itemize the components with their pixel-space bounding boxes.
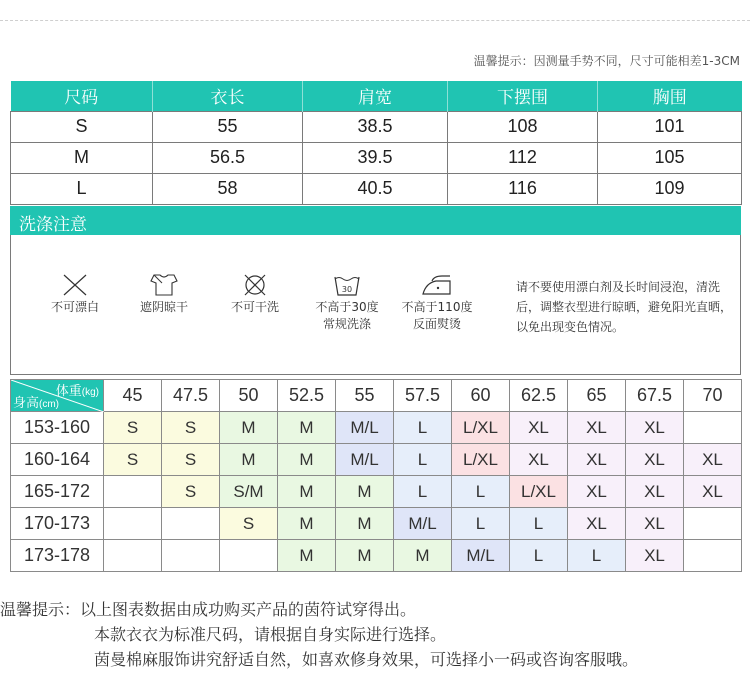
size-cell: M <box>278 476 336 508</box>
table-cell: 109 <box>598 173 742 204</box>
wash-note: 请不要使用漂白剂及长时间浸泡，清洗后，调整衣型进行晾晒，避免阳光直晒，以免出现变色情况。 <box>516 280 733 334</box>
height-range: 173-178 <box>11 540 104 572</box>
wash-section-header <box>10 206 741 235</box>
weight-value: 60 <box>452 380 510 412</box>
table-cell: 112 <box>448 142 598 173</box>
no-dry-clean-icon <box>242 273 268 297</box>
size-cell: XL <box>568 444 626 476</box>
table-row <box>11 142 742 173</box>
header-chest: 胸围 <box>598 81 742 111</box>
size-cell: L <box>568 540 626 572</box>
care-label: 反面熨烫 <box>412 317 461 331</box>
size-table-header <box>11 81 742 111</box>
weight-value: 65 <box>568 380 626 412</box>
size-cell: L <box>452 476 510 508</box>
size-cell: XL <box>626 444 684 476</box>
table-cell: 58 <box>153 173 303 204</box>
size-cell: M <box>278 444 336 476</box>
header-size: 尺码 <box>11 81 153 111</box>
size-cell: S <box>220 508 278 540</box>
size-cell: L/XL <box>452 444 510 476</box>
height-range: 160-164 <box>11 444 104 476</box>
top-divider <box>0 20 750 21</box>
tips-line: 温馨提示：以上图表数据由成功购买产品的茵符试穿得出。 <box>0 600 417 619</box>
size-cell: XL <box>684 444 742 476</box>
size-cell <box>104 540 162 572</box>
table-row <box>11 508 742 540</box>
size-cell: L <box>452 508 510 540</box>
size-cell <box>162 540 220 572</box>
height-range: 165-172 <box>11 476 104 508</box>
size-cell: M <box>394 540 452 572</box>
weight-label: 体重(kg) <box>55 383 99 398</box>
size-cell: XL <box>626 508 684 540</box>
size-cell: L <box>394 476 452 508</box>
table-row <box>11 444 742 476</box>
table-cell: 38.5 <box>303 111 448 142</box>
table-cell: 55 <box>153 111 303 142</box>
size-cell: S <box>162 412 220 444</box>
table-row <box>11 173 742 204</box>
size-cell: XL <box>510 412 568 444</box>
care-label: 不可干洗 <box>230 300 279 314</box>
size-cell: XL <box>626 476 684 508</box>
size-cell: M/L <box>336 412 394 444</box>
weight-header-row <box>11 380 742 412</box>
size-cell <box>684 412 742 444</box>
table-cell: 105 <box>598 142 742 173</box>
weight-value: 67.5 <box>626 380 684 412</box>
weight-value: 50 <box>220 380 278 412</box>
header-hem: 下摆围 <box>448 81 598 111</box>
care-no-bleach <box>43 273 107 316</box>
iron-icon <box>420 273 454 297</box>
size-cell: M <box>278 540 336 572</box>
no-bleach-icon <box>62 273 88 297</box>
table-cell: L <box>11 173 153 204</box>
care-label: 常规洗涤 <box>322 317 371 331</box>
corner-header <box>11 380 104 412</box>
weight-value: 45 <box>104 380 162 412</box>
size-cell: XL <box>568 412 626 444</box>
size-cell: L/XL <box>452 412 510 444</box>
care-label: 不可漂白 <box>50 300 99 314</box>
size-cell <box>104 508 162 540</box>
table-cell: 56.5 <box>153 142 303 173</box>
size-cell: XL <box>684 476 742 508</box>
size-cell: S <box>162 444 220 476</box>
wash-title: 洗涤注意 <box>19 215 87 235</box>
size-cell: XL <box>626 412 684 444</box>
weight-value: 70 <box>684 380 742 412</box>
size-table <box>10 81 742 205</box>
size-cell: S <box>162 476 220 508</box>
weight-value: 62.5 <box>510 380 568 412</box>
table-cell: 116 <box>448 173 598 204</box>
size-cell: XL <box>626 540 684 572</box>
size-cell: S/M <box>220 476 278 508</box>
size-cell: XL <box>510 444 568 476</box>
size-cell <box>162 508 220 540</box>
weight-height-table <box>10 379 742 572</box>
wash-30-icon <box>333 273 361 297</box>
table-row <box>11 412 742 444</box>
table-cell: 108 <box>448 111 598 142</box>
height-range: 153-160 <box>11 412 104 444</box>
table-cell: 40.5 <box>303 173 448 204</box>
size-cell: M <box>278 508 336 540</box>
svg-text:30: 30 <box>341 285 353 294</box>
size-cell: M/L <box>452 540 510 572</box>
size-cell <box>104 476 162 508</box>
care-label: 不高于30度 <box>315 300 379 314</box>
height-label: 身高(cm) <box>13 395 60 410</box>
size-cell: M <box>336 540 394 572</box>
table-row <box>11 111 742 142</box>
table-row <box>11 476 742 508</box>
table-cell: 101 <box>598 111 742 142</box>
size-cell <box>684 540 742 572</box>
care-wash-30 <box>307 273 387 333</box>
size-cell <box>220 540 278 572</box>
size-cell: L <box>394 444 452 476</box>
size-cell: L <box>510 540 568 572</box>
shade-dry-icon <box>150 273 178 297</box>
care-label: 不高于110度 <box>401 300 473 314</box>
size-cell: M <box>220 412 278 444</box>
care-iron <box>397 273 477 333</box>
table-cell: M <box>11 142 153 173</box>
weight-value: 55 <box>336 380 394 412</box>
header-length: 衣长 <box>153 81 303 111</box>
size-cell: M <box>220 444 278 476</box>
size-cell: M <box>336 476 394 508</box>
size-cell: S <box>104 444 162 476</box>
measurement-hint: 温馨提示：因测量手势不同，尺寸可能相差1-3CM <box>473 54 740 68</box>
height-range: 170-173 <box>11 508 104 540</box>
size-cell: L/XL <box>510 476 568 508</box>
size-cell: XL <box>568 476 626 508</box>
tips-line: 茵曼棉麻服饰讲究舒适自然，如喜欢修身效果，可选择小一码或咨询客服哦。 <box>94 650 639 669</box>
weight-value: 57.5 <box>394 380 452 412</box>
tips-line: 本款衣衣为标准尺码，请根据自身实际进行选择。 <box>94 625 447 644</box>
table-row <box>11 540 742 572</box>
care-label: 遮阴晾干 <box>139 300 188 314</box>
size-cell: M/L <box>336 444 394 476</box>
header-shoulder: 肩宽 <box>303 81 448 111</box>
size-cell: M/L <box>394 508 452 540</box>
table-cell: 39.5 <box>303 142 448 173</box>
size-cell: L <box>394 412 452 444</box>
size-cell: S <box>104 412 162 444</box>
wash-care-box <box>10 235 741 375</box>
weight-value: 47.5 <box>162 380 220 412</box>
care-shade-dry <box>132 273 196 316</box>
size-cell: L <box>510 508 568 540</box>
size-cell: XL <box>568 508 626 540</box>
table-cell: S <box>11 111 153 142</box>
size-cell: M <box>278 412 336 444</box>
care-no-dry-clean <box>223 273 287 316</box>
size-cell <box>684 508 742 540</box>
tips-block <box>0 597 638 672</box>
weight-value: 52.5 <box>278 380 336 412</box>
size-cell: M <box>336 508 394 540</box>
